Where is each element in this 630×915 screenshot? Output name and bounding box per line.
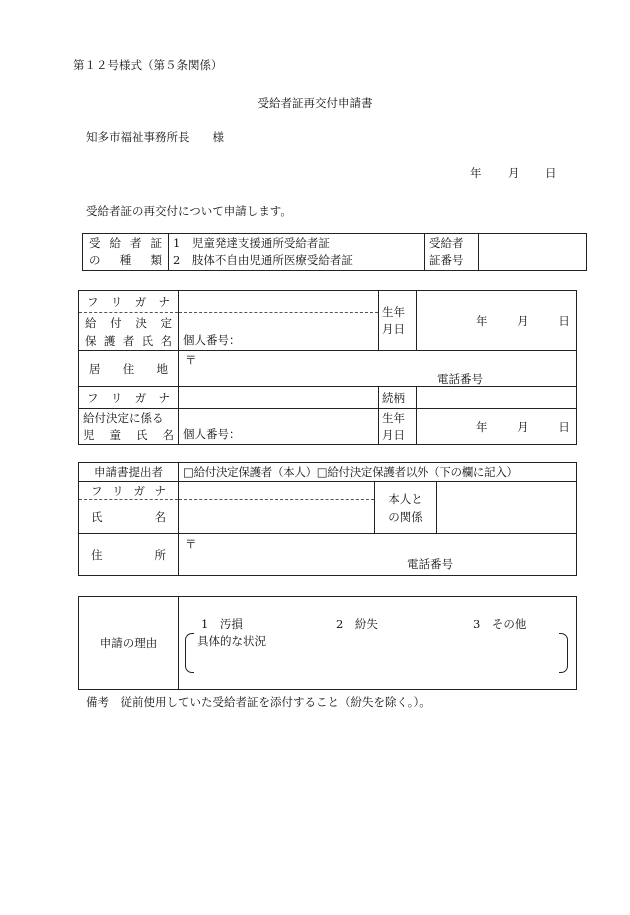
relation-field[interactable] [417,387,577,409]
cert-kind-options: 1 児童発達支援通所受給者証 2 肢体不自由児通所医療受給者証 [169,234,425,271]
child-birth-label: 生年 月日 [379,409,417,445]
child-furigana-label: フ リ ガ ナ [79,387,179,409]
cert-number-label: 受給者 証番号 [425,234,479,271]
reason-option-other[interactable]: 3 その他 [473,617,527,631]
note-text: 備考 従前使用していた受給者証を添付すること（紛失を除く。）。 [86,695,431,709]
child-name-label: 給付決定に係る 児 童 氏 名 [79,409,179,445]
date-day: 日 [545,166,557,180]
intro-text: 受給者証の再交付について申請します。 [86,204,292,218]
applicant-address-label: 住 所 [79,534,179,576]
guardian-address-label: 居 住 地 [79,351,179,387]
guardian-name-label: 給 付 決 定 保 護 者 氏 名 [79,313,179,351]
reason-option-lost[interactable]: 2 紛失 [336,617,378,631]
postal-mark: 〒 [185,353,197,367]
applicant-table [78,462,577,576]
applicant-furigana-label: フ リ ガ ナ [79,482,179,500]
addressee: 知多市福祉事務所長 様 [86,130,224,144]
bracket-right-icon [559,633,568,673]
applicant-name-field[interactable] [179,500,375,534]
child-birthdate-field[interactable]: 年 月 日 [417,409,577,445]
cert-kind-label: 受 給 者 証 の 種 類 [83,234,169,271]
form-number: 第１２号様式（第５条関係） [73,58,223,72]
child-name-field[interactable] [179,409,379,445]
cert-number-field[interactable] [479,234,587,271]
reason-table [78,596,577,690]
reason-label: 申請の理由 [79,597,179,690]
submitter-options[interactable]: □給付決定保護者（本人）□給付決定保護者以外（下の欄に記入） [179,463,577,482]
guardian-furigana-label: フ リ ガ ナ [79,291,179,313]
submitter-label: 申請書提出者 [79,463,179,482]
guardian-name-field[interactable] [179,313,379,351]
reason-field[interactable] [179,597,577,690]
phone-label: 電話番号 [437,372,483,386]
date-year: 年 [470,166,482,180]
cert-type-table [82,233,587,271]
applicant-phone-label: 電話番号 [407,557,453,571]
guardian-birth-label: 生年 月日 [379,291,417,351]
guardian-birthdate-field[interactable]: 年 月 日 [417,291,577,351]
applicant-postal-mark: 〒 [185,537,197,551]
date-month: 月 [508,166,520,180]
child-personal-number-label: 個人番号： [183,427,241,441]
applicant-address-field[interactable] [179,534,577,576]
reason-option-soiled[interactable]: 1 汚損 [201,617,243,631]
page-title: 受給者証再交付申請書 [257,96,373,110]
applicant-furigana-field[interactable] [179,482,375,500]
guardian-table [78,290,577,445]
child-furigana-field[interactable] [179,387,379,409]
detail-label: 具体的な状況 [197,634,266,648]
guardian-address-field[interactable] [179,351,577,387]
applicant-relation-label: 本人と の関係 [375,482,437,534]
guardian-furigana-field[interactable] [179,291,379,313]
relation-label: 続柄 [379,387,417,409]
applicant-name-label: 氏 名 [79,500,179,534]
guardian-personal-number-label: 個人番号： [183,333,241,347]
applicant-relation-field[interactable] [437,482,577,534]
bracket-left-icon [185,633,194,673]
